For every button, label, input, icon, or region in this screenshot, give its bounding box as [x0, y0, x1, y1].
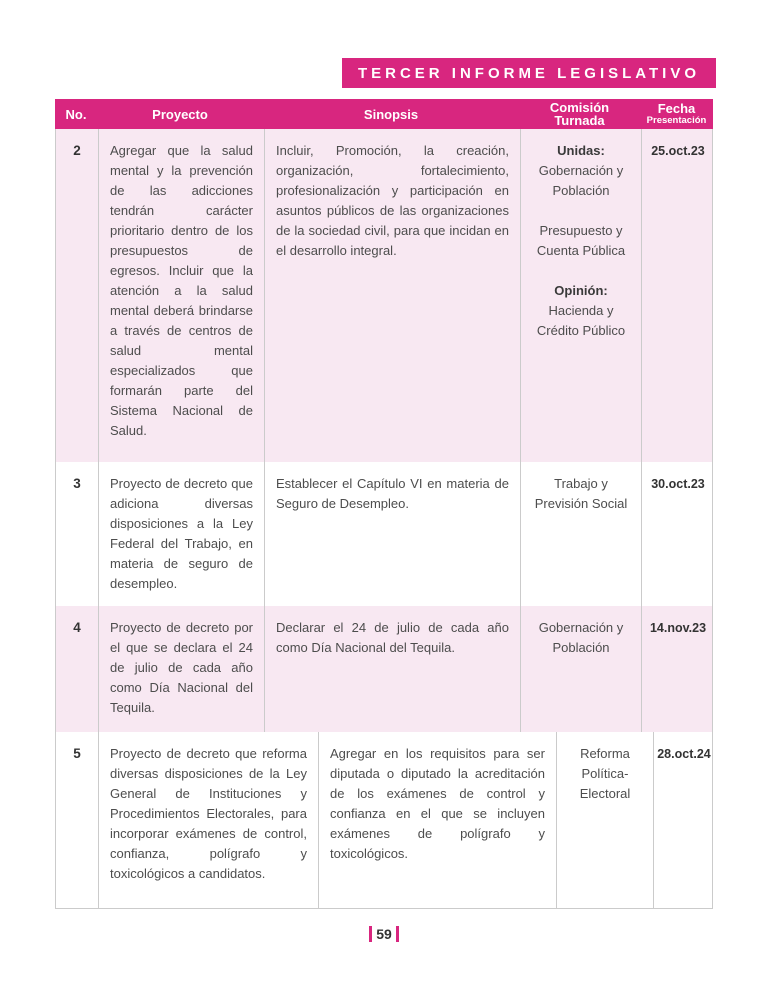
proyecto-cell: Proyecto de decreto que adiciona diversas disposiciones a la Ley Federal del Trabajo, en materia de seguro de desempleo.: [98, 462, 264, 606]
row-number: 3: [73, 476, 81, 491]
header-sinopsis: [263, 99, 519, 129]
page-number: 59: [376, 926, 392, 942]
proyecto-cell: Agregar que la salud mental y la prevención de las adicciones tendrán carácter prioritario dentro de los presupuestos de egresos. Incluir que la atención a la salud mental deberá brindarse a través de centros de salud mental especializados que formarán parte del Sistema Nacional de Salud.: [98, 129, 264, 462]
header-no-label: No.: [65, 106, 87, 122]
table-row: [55, 606, 713, 732]
comision-cell: Reforma Política-Electoral: [556, 732, 653, 908]
header-fecha-line1: Fecha: [657, 101, 696, 116]
comision-unidas-label: Unidas:: [557, 143, 605, 158]
header-comision-line2: Turnada: [554, 113, 605, 128]
header-sinopsis-label: Sinopsis: [363, 106, 419, 122]
page-footer: [0, 926, 768, 942]
table-header-row: [55, 99, 713, 129]
sinopsis-cell: Establecer el Capítulo VI en materia de Seguro de Desempleo.: [264, 462, 520, 606]
header-no: [55, 99, 97, 129]
comision-opinion-item: Hacienda y Crédito Público: [536, 303, 626, 338]
header-fecha-presentacion: [640, 99, 713, 129]
header-fecha-line2: Presentación: [646, 115, 707, 126]
comision-cell: Trabajo y Previsión Social: [520, 462, 641, 606]
comision-cell: [520, 129, 641, 462]
row-number: 2: [73, 143, 81, 158]
proyecto-cell: Proyecto de decreto por el que se declara el 24 de julio de cada año como Día Nacional del Tequila.: [98, 606, 264, 732]
report-banner: TERCER INFORME LEGISLATIVO: [342, 58, 716, 88]
fecha-cell: 30.oct.23: [641, 462, 714, 606]
proyecto-cell: Proyecto de decreto que reforma diversas disposiciones de la Ley General de Instituciones y Procedimientos Electorales, para incorporar exámenes de control, confianza, polígrafo y toxicológicos a candidatos.: [98, 732, 318, 908]
page-number-left-bar: [369, 926, 372, 942]
legislative-table: [55, 99, 713, 909]
table-row: [55, 129, 713, 462]
comision-opinion-label: Opinión:: [554, 283, 608, 298]
fecha-cell: 14.nov.23: [641, 606, 714, 732]
row-number: 4: [73, 620, 81, 635]
sinopsis-cell: Declarar el 24 de julio de cada año como Día Nacional del Tequila.: [264, 606, 520, 732]
row-number: 5: [73, 746, 81, 761]
table-row: [55, 732, 713, 909]
header-comision-turnada: [519, 99, 640, 129]
comision-spacer: [529, 201, 633, 221]
page-number-right-bar: [396, 926, 399, 942]
fecha-cell: 28.oct.24: [653, 732, 714, 908]
fecha-cell: 25.oct.23: [641, 129, 714, 462]
sinopsis-cell: Agregar en los requisitos para ser diputada o diputado la acreditación de los exámenes de control y confianza en el que se incluyen exámenes de polígrafo y toxicológicos.: [318, 732, 556, 908]
comision-unidas-item: Gobernación y Población: [538, 163, 624, 198]
header-proyecto-label: Proyecto: [152, 106, 208, 122]
comision-spacer: [529, 261, 633, 281]
header-proyecto: [97, 99, 263, 129]
comision-unidas-item: Presupuesto y Cuenta Pública: [536, 223, 626, 258]
comision-cell: Gobernación y Población: [520, 606, 641, 732]
table-row: [55, 462, 713, 606]
sinopsis-cell: Incluir, Promoción, la creación, organización, fortalecimiento, profesionalización y participación en asuntos públicos de las organizaciones de la sociedad civil, para que incidan en el desarrollo integral.: [264, 129, 520, 462]
header-comision-line1: Comisión: [549, 100, 610, 115]
